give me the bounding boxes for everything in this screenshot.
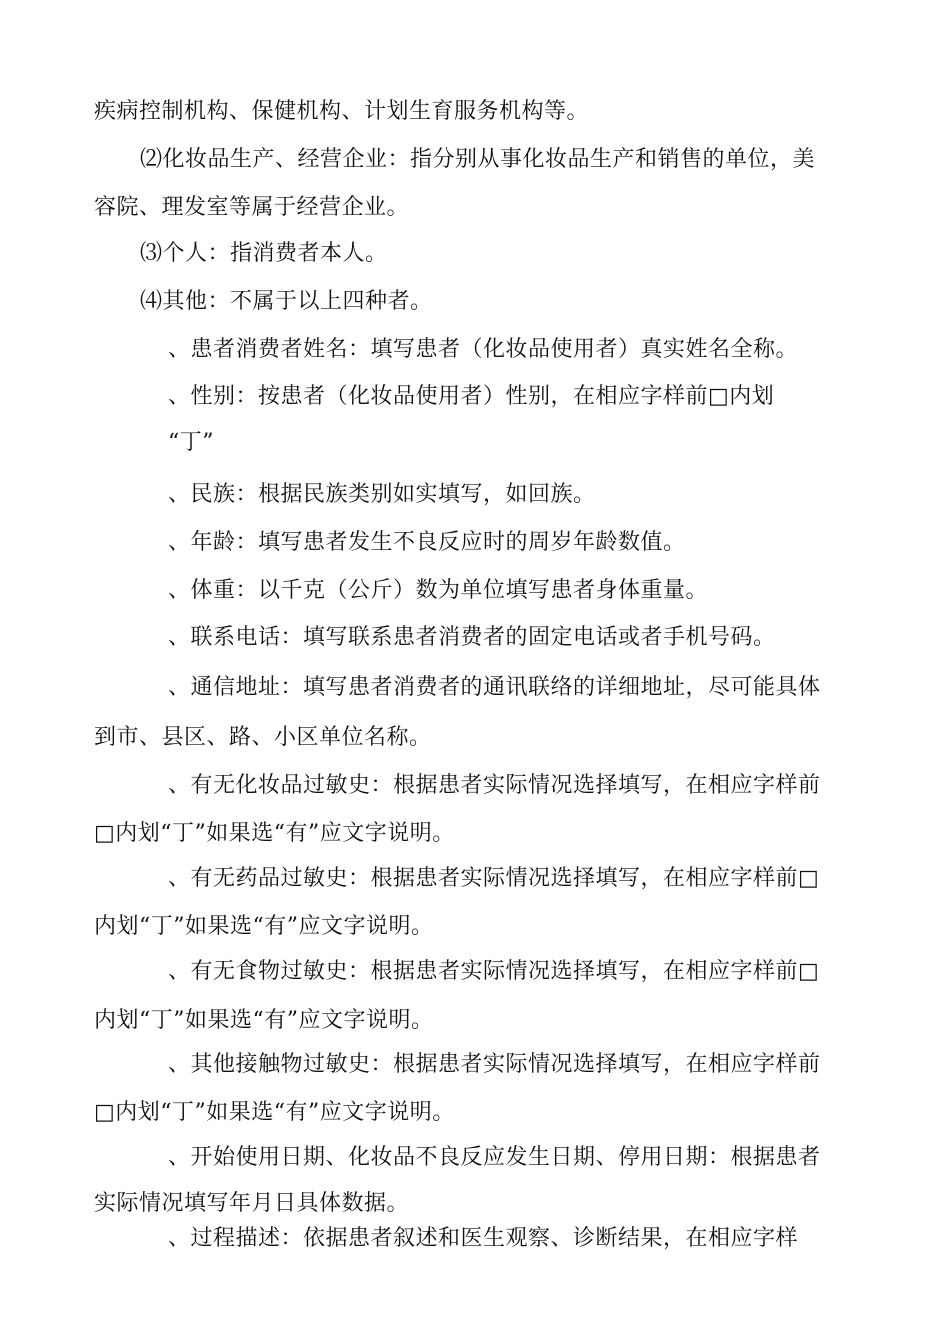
text-line: 实际情况填写年月日具体数据。 xyxy=(94,1191,410,1216)
text-line: 内划“丁”如果选“有”应文字说明。 xyxy=(94,914,434,939)
text-line: 、体重：以千克（公斤）数为单位填写患者身体重量。 xyxy=(168,578,709,603)
text-line: 容院、理发室等属于经营企业。 xyxy=(94,195,410,220)
text-line: 、其他接触物过敏史：根据患者实际情况选择填写，在相应字样前 xyxy=(168,1052,821,1077)
text-line: 、年龄：填写患者发生不良反应时的周岁年龄数值。 xyxy=(168,530,686,555)
text-line: ⑷其他：不属于以上四种者。 xyxy=(140,289,433,314)
text-line: 、开始使用日期、化妆品不良反应发生日期、停用日期：根据患者 xyxy=(168,1145,821,1170)
text-line: 内划“丁”如果选“有”应文字说明。 xyxy=(94,1008,434,1033)
text-line: □内划“丁”如果选“有”应文字说明。 xyxy=(94,821,455,846)
text-line: 、有无化妆品过敏史：根据患者实际情况选择填写，在相应字样前 xyxy=(168,773,821,798)
text-line: 、民族：根据民族类别如实填写，如回族。 xyxy=(168,482,596,507)
text-line: ⑵化妆品生产、经营企业：指分别从事化妆品生产和销售的单位，美 xyxy=(140,147,816,172)
text-line: 、有无药品过敏史：根据患者实际情况选择填写，在相应字样前□ xyxy=(168,866,820,891)
text-line: 、有无食物过敏史：根据患者实际情况选择填写，在相应字样前□ xyxy=(168,959,820,984)
text-line: ⑶个人：指消费者本人。 xyxy=(140,241,388,266)
text-line: 、患者消费者姓名：填写患者（化妆品使用者）真实姓名全称。 xyxy=(168,337,799,362)
text-line: 、性别：按患者（化妆品使用者）性别，在相应字样前□内划 xyxy=(168,384,775,409)
text-line: 、过程描述：依据患者叙述和医生观察、诊断结果，在相应字样 xyxy=(168,1226,799,1251)
text-line: 疾病控制机构、保健机构、计划生育服务机构等。 xyxy=(94,99,590,124)
text-line: 、通信地址：填写患者消费者的通讯联络的详细地址，尽可能具体 xyxy=(168,675,821,700)
text-line: 到市、县区、路、小区单位名称。 xyxy=(94,725,432,750)
text-line: □内划“丁”如果选“有”应文字说明。 xyxy=(94,1100,455,1125)
text-line: 、联系电话：填写联系患者消费者的固定电话或者手机号码。 xyxy=(168,625,776,650)
text-line: “丁” xyxy=(168,430,214,455)
